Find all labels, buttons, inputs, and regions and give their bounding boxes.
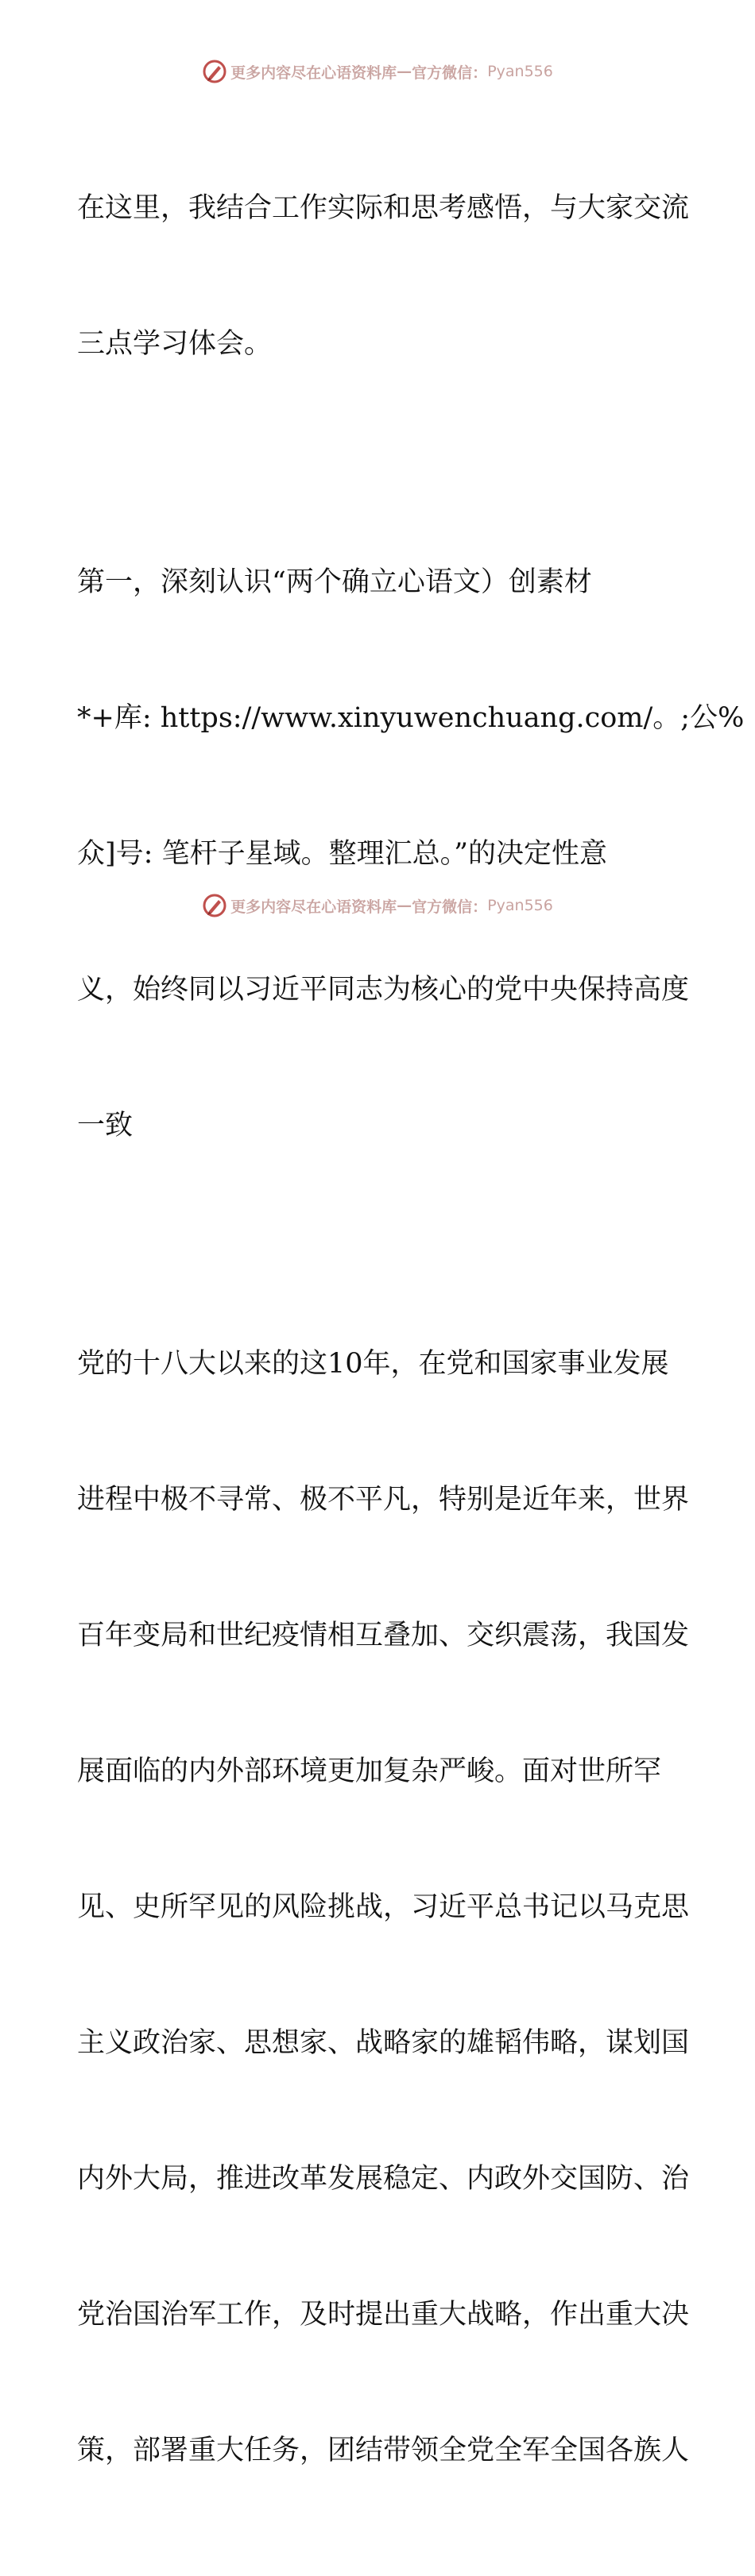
footer-wechat-id: Pyan556	[487, 897, 553, 914]
text-line: 众]号: 笔杆子星域。整理汇总。”的决定性意	[77, 838, 607, 870]
text-line: 见、史所罕见的风险挑战，习近平总书记以马克思	[77, 1891, 690, 1923]
pen-logo-icon	[202, 893, 227, 918]
text-line: 一致	[77, 1110, 134, 1141]
text-line: 展面临的内外部环境更加复杂严峻。面对世所罕	[77, 1755, 662, 1787]
text-line: 在这里，我结合工作实际和思考感悟，与大家交流	[77, 192, 690, 224]
text-line: 第一，深刻认识“两个确立心语文）创素材	[77, 566, 592, 598]
footer-site-text: 更多内容尽在心语资料库	[230, 898, 397, 916]
text-line: 党治国治军工作，及时提出重大战略，作出重大决	[77, 2299, 690, 2331]
footer-wechat-label: 官方微信：	[412, 898, 488, 916]
header-wechat-id: Pyan556	[487, 63, 553, 80]
paragraph-intro	[77, 95, 690, 458]
text-line: 三点学习体会。	[77, 328, 273, 360]
text-line: *+库: https://www.xinyuwenchuang.com/。;公%	[77, 702, 745, 734]
text-line: 进程中极不寻常、极不平凡，特别是近年来，世界	[77, 1484, 690, 1516]
text-line: 百年变局和世纪疫情相互叠加、交织震荡，我国发	[77, 1620, 690, 1651]
header-dash: —	[397, 63, 412, 80]
paragraph-body	[77, 1251, 690, 2564]
paragraph-heading-first	[77, 469, 745, 1239]
header-site-text: 更多内容尽在心语资料库	[230, 64, 397, 82]
text-line: 主义政治家、思想家、战略家的雄韬伟略，谋划国	[77, 2027, 690, 2059]
header-watermark	[0, 56, 755, 87]
pen-logo-icon	[202, 59, 227, 84]
text-line: 策，部署重大任务，团结带领全党全军全国各族人	[77, 2435, 690, 2466]
footer-watermark	[0, 890, 755, 921]
text-line: 义，始终同以习近平同志为核心的党中央保持高度	[77, 974, 690, 1006]
text-line: 内外大局，推进改革发展稳定、内政外交国防、治	[77, 2163, 690, 2195]
document-body	[77, 95, 745, 2576]
header-wechat-label: 官方微信：	[412, 64, 488, 82]
footer-dash: —	[397, 897, 412, 914]
text-line: 党的十八大以来的这10年，在党和国家事业发展	[77, 1348, 669, 1380]
